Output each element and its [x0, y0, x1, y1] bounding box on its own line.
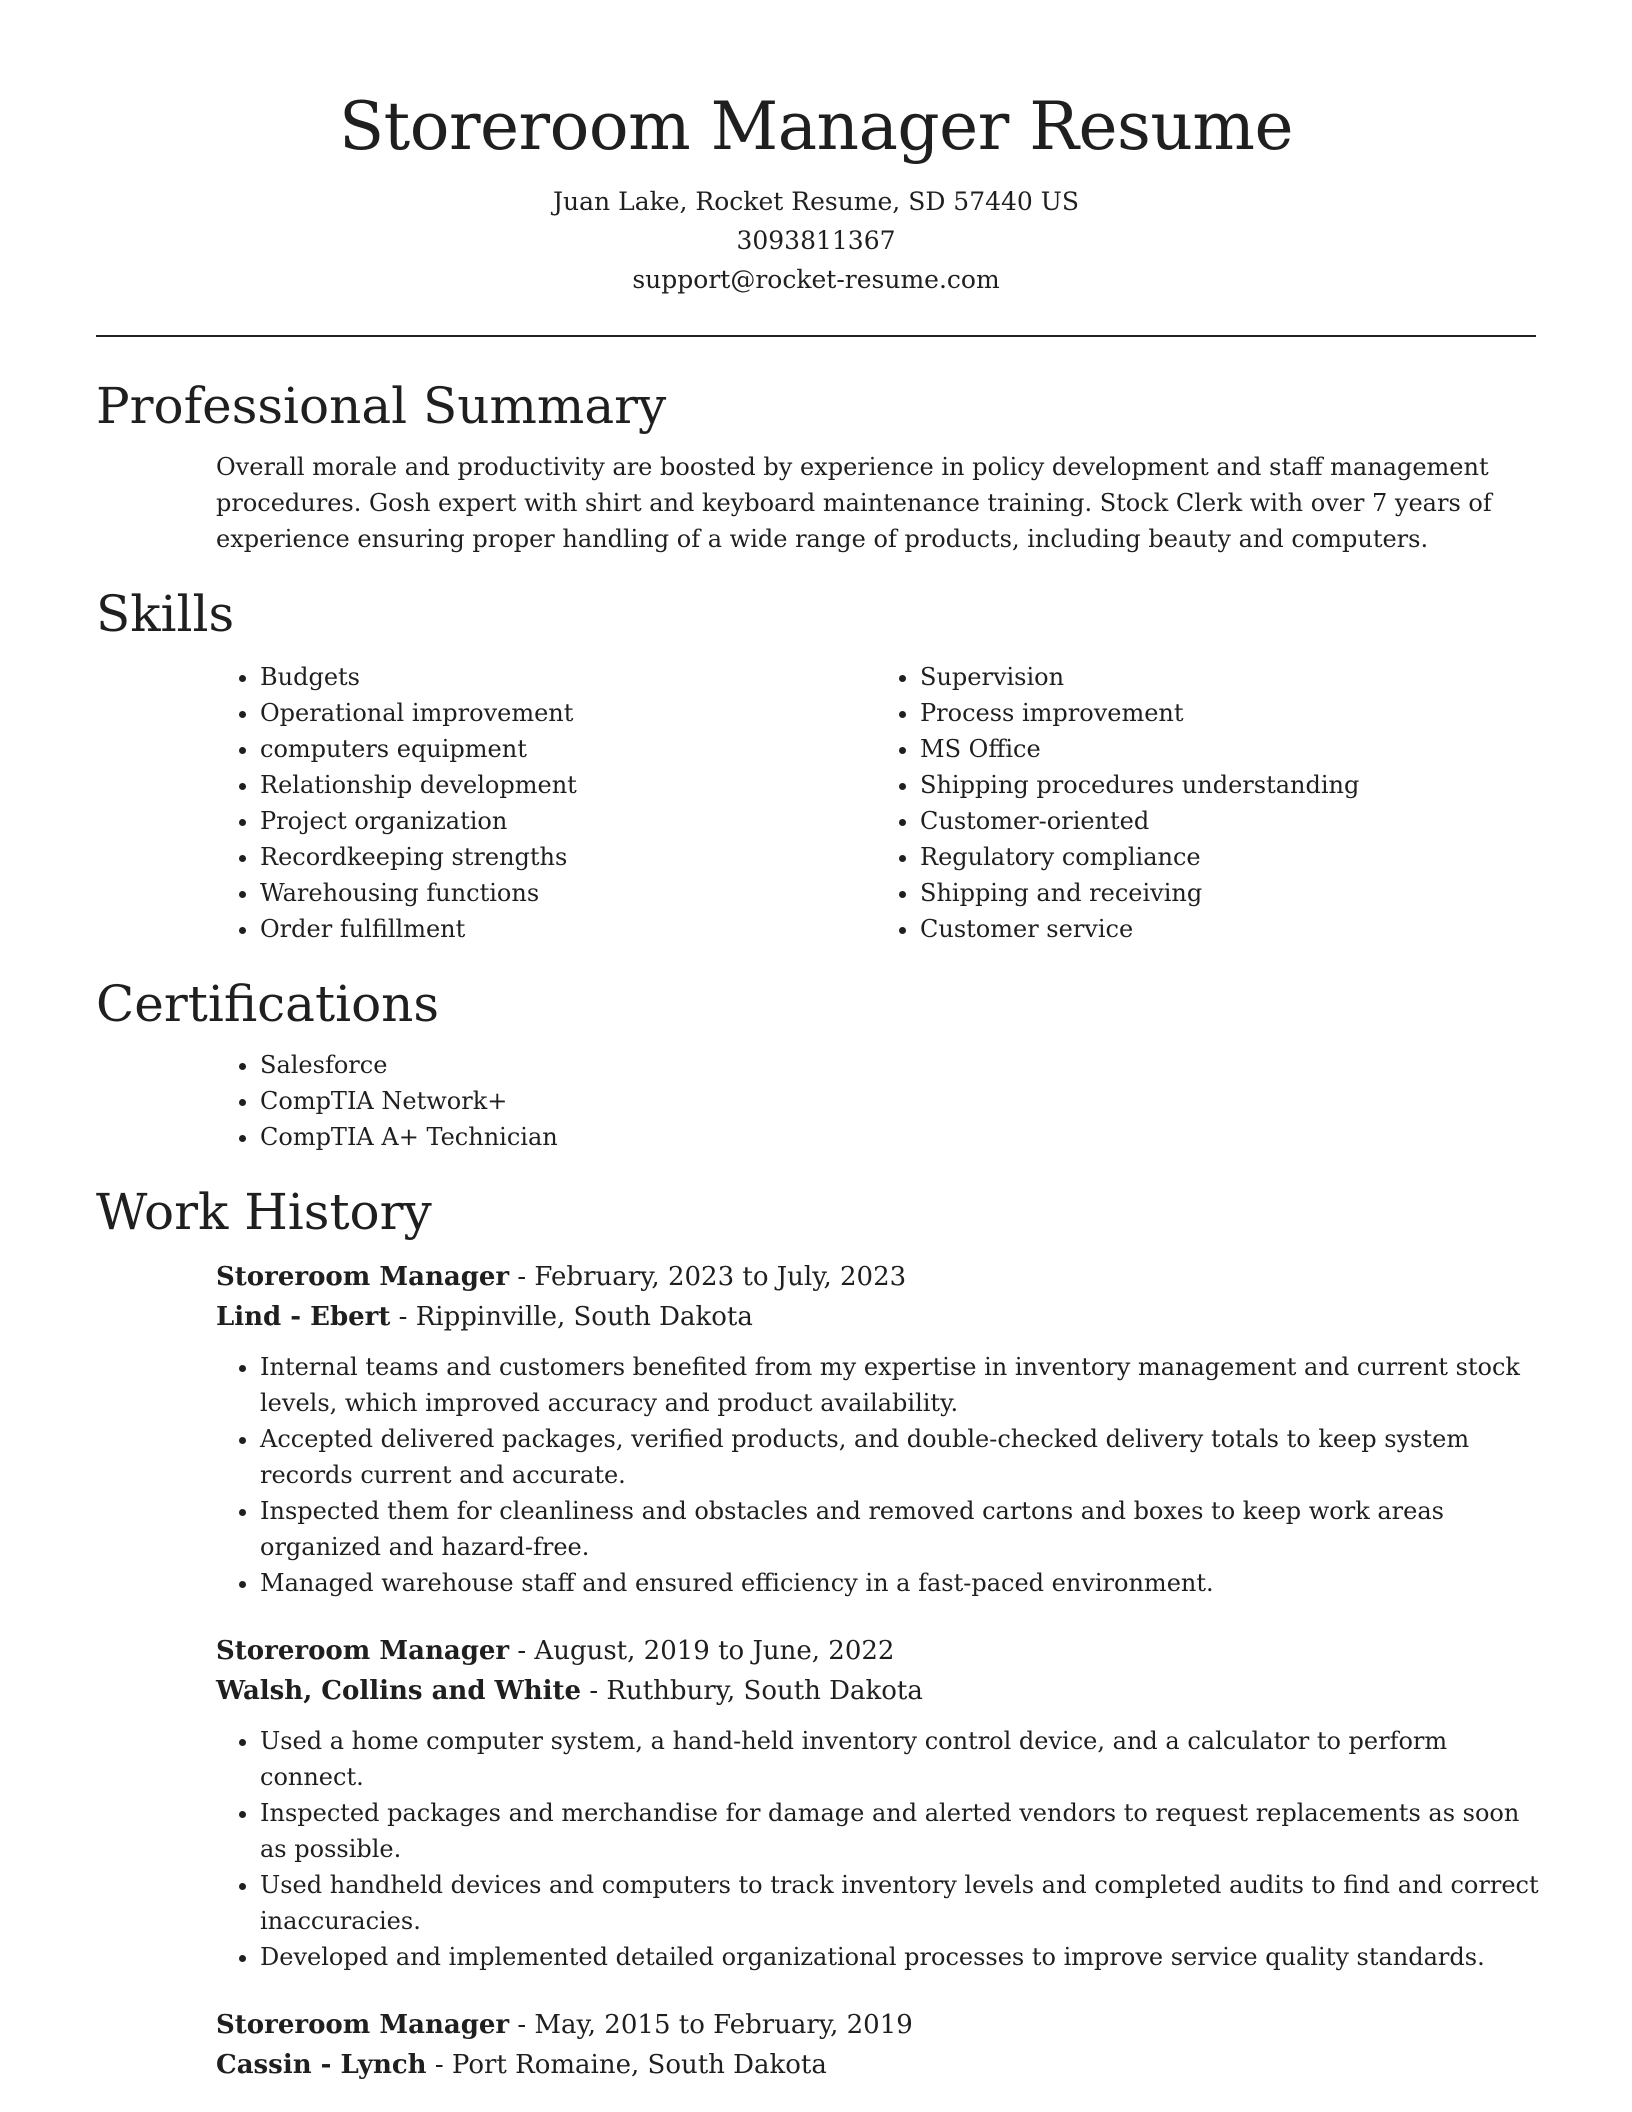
job-entry — [216, 1257, 1536, 1601]
job-bullet: • Managed warehouse staff and ensured efficiency in a fast-paced environment. — [260, 1565, 1550, 1601]
certifications-heading: Certifications — [96, 975, 440, 1033]
resume-page — [96, 0, 1539, 2085]
work-history-heading: Work History — [96, 1183, 432, 1241]
job-bullet: • Developed and implemented detailed organizational processes to improve service quality standards. — [260, 1939, 1550, 1975]
summary-heading: Professional Summary — [96, 377, 667, 435]
job-dates: - August, 2019 to June, 2022 — [509, 1636, 895, 1666]
skill-item: • Customer service — [920, 911, 1536, 947]
skills-right-column — [876, 659, 1536, 947]
skill-item: • Shipping procedures understanding — [920, 767, 1536, 803]
skills-heading: Skills — [96, 585, 235, 643]
contact-email: support@rocket-resume.com — [632, 265, 1000, 294]
job-role: Storeroom Manager — [216, 1262, 510, 1292]
contact-address: Juan Lake, Rocket Resume, SD 57440 US — [553, 187, 1079, 216]
skill-item: • Budgets — [260, 659, 876, 695]
contact-phone: 3093811367 — [736, 226, 896, 255]
job-dates: - February, 2023 to July, 2023 — [509, 1262, 907, 1292]
skills-section — [96, 583, 1536, 947]
job-bullet: • Internal teams and customers benefited from my expertise in inventory management and current stock levels, which improved accuracy and product availability. — [260, 1349, 1550, 1421]
skill-item: • Regulatory compliance — [920, 839, 1536, 875]
skill-item: • Shipping and receiving — [920, 875, 1536, 911]
job-company-line — [216, 2045, 1536, 2085]
header-divider — [96, 335, 1536, 337]
job-entry — [216, 1631, 1539, 1975]
skills-left-column — [216, 659, 876, 947]
skill-item: • Recordkeeping strengths — [260, 839, 876, 875]
certification-item: • CompTIA Network+ — [260, 1083, 1536, 1119]
job-company: Cassin - Lynch — [216, 2050, 427, 2080]
work-history-section — [96, 1181, 1539, 2085]
job-dates: - May, 2015 to February, 2019 — [509, 2010, 913, 2040]
job-bullet: • Inspected them for cleanliness and obstacles and removed cartons and boxes to keep work areas organized and hazard-free. — [260, 1493, 1550, 1565]
job-location: - Port Romaine, South Dakota — [426, 2050, 827, 2080]
job-bullets — [216, 1349, 1550, 1601]
job-title-line — [216, 1257, 1536, 1297]
resume-title: Storeroom Manager Resume — [338, 88, 1294, 165]
skill-item: • Supervision — [920, 659, 1536, 695]
skill-item: • Project organization — [260, 803, 876, 839]
skill-item: • computers equipment — [260, 731, 876, 767]
job-entry — [216, 2005, 1536, 2085]
job-company-line — [216, 1671, 1536, 1711]
skill-item: • MS Office — [920, 731, 1536, 767]
skill-item: • Customer-oriented — [920, 803, 1536, 839]
job-title-line — [216, 1631, 1536, 1671]
job-location: - Rippinville, South Dakota — [390, 1302, 753, 1332]
skill-item: • Warehousing functions — [260, 875, 876, 911]
contact-block — [96, 182, 1536, 299]
job-bullet: • Inspected packages and merchandise for damage and alerted vendors to request replacements as soon as possible. — [260, 1795, 1550, 1867]
certification-item: • CompTIA A+ Technician — [260, 1119, 1536, 1155]
job-role: Storeroom Manager — [216, 2010, 510, 2040]
skill-item: • Relationship development — [260, 767, 876, 803]
job-company: Walsh, Collins and White — [216, 1676, 582, 1706]
certification-item: • Salesforce — [260, 1047, 1536, 1083]
job-location: - Ruthbury, South Dakota — [581, 1676, 923, 1706]
skill-item: • Process improvement — [920, 695, 1536, 731]
job-company: Lind - Ebert — [216, 1302, 391, 1332]
summary-section — [96, 375, 1536, 557]
skill-item: • Order fulfillment — [260, 911, 876, 947]
job-bullet: • Used handheld devices and computers to track inventory levels and completed audits to find and correct inaccuracies. — [260, 1867, 1550, 1939]
summary-text: Overall morale and productivity are boosted by experience in policy development and staff management procedures. Gosh expert with shirt and keyboard maintenance training. Stock Clerk with over 7 years of experience ensuring proper handling of a wide range of products, including beauty and computers. — [216, 453, 1492, 553]
certifications-list — [216, 1047, 1536, 1155]
job-bullets — [216, 1723, 1550, 1975]
job-bullet: • Accepted delivered packages, verified products, and double-checked delivery totals to keep system records current and accurate. — [260, 1421, 1550, 1493]
certifications-section — [96, 973, 1536, 1155]
job-bullet: • Used a home computer system, a hand-held inventory control device, and a calculator to perform connect. — [260, 1723, 1550, 1795]
job-company-line — [216, 1297, 1536, 1337]
skill-item: • Operational improvement — [260, 695, 876, 731]
skills-grid — [216, 659, 1536, 947]
job-role: Storeroom Manager — [216, 1636, 510, 1666]
job-title-line — [216, 2005, 1536, 2045]
